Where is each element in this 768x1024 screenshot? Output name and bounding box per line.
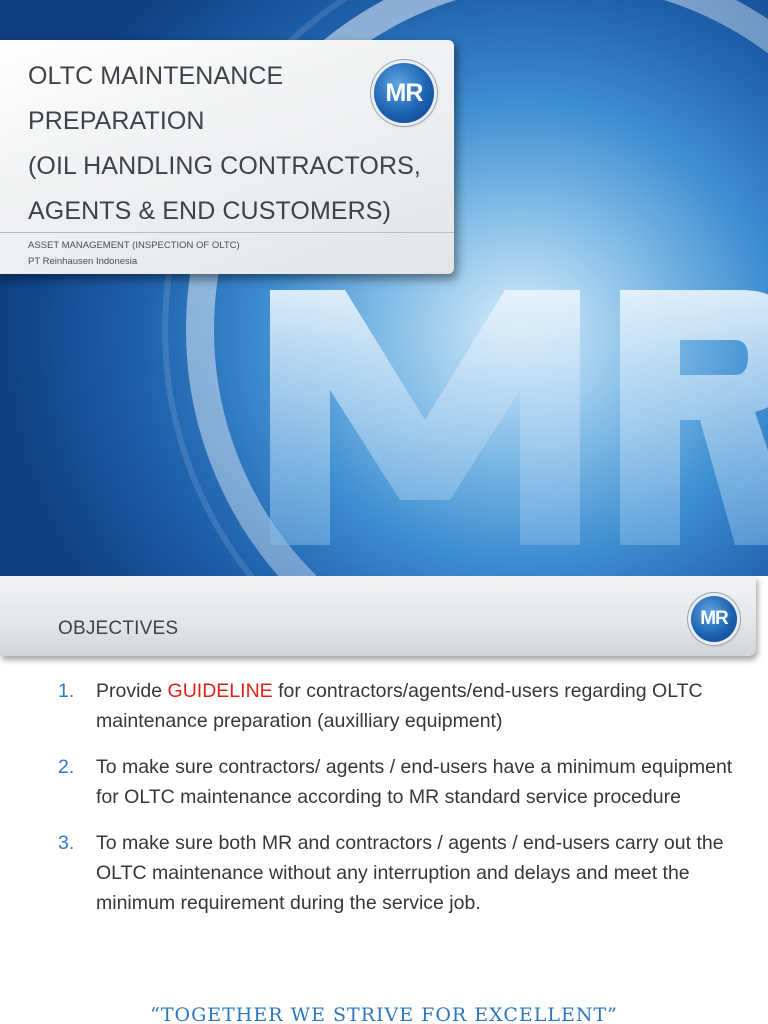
item-number: 2.: [58, 756, 75, 778]
motto-text: “TOGETHER WE STRIVE FOR EXCELLENT”: [150, 1004, 618, 1024]
objectives-list: [58, 676, 748, 934]
panel-subtitle-block: [28, 238, 240, 270]
item-text: Provide: [96, 680, 168, 702]
item-text: To make sure contractors/ agents / end-users have a minimum equipment for OLTC maintenance according to MR standard service procedure: [96, 756, 733, 808]
item-number: 1.: [58, 680, 75, 702]
list-item: [58, 828, 748, 918]
item-number: 3.: [58, 832, 75, 854]
list-item: [58, 752, 748, 812]
mr-logo-icon: MR: [374, 63, 434, 123]
title-line-2: PREPARATION: [28, 107, 205, 135]
item-text: To make sure both MR and contractors / agents / end-users carry out the OLTC maintenance without any interruption and delays and meet the minimum requirement during the service job.: [96, 832, 724, 914]
highlight-text: GUIDELINE: [167, 680, 273, 702]
list-item: [58, 676, 748, 736]
item-text: for contractors/agents/end-users regarding OLTC maintenance preparation (auxilliary equipment): [96, 680, 703, 732]
objectives-slide: [0, 576, 768, 1024]
header-bar: [0, 576, 756, 656]
title-line-3: (OIL HANDLING CONTRACTORS,: [28, 152, 421, 180]
title-line-4: AGENTS & END CUSTOMERS): [28, 197, 391, 225]
company-name: PT Reinhausen Indonesia: [28, 256, 138, 267]
title-line-1: OLTC MAINTENANCE: [28, 62, 284, 90]
section-title: OBJECTIVES: [58, 618, 179, 639]
panel-divider: [0, 232, 454, 233]
subtitle: ASSET MANAGEMENT (INSPECTION OF OLTC): [28, 240, 240, 251]
mr-logo-icon: MR: [691, 596, 737, 642]
